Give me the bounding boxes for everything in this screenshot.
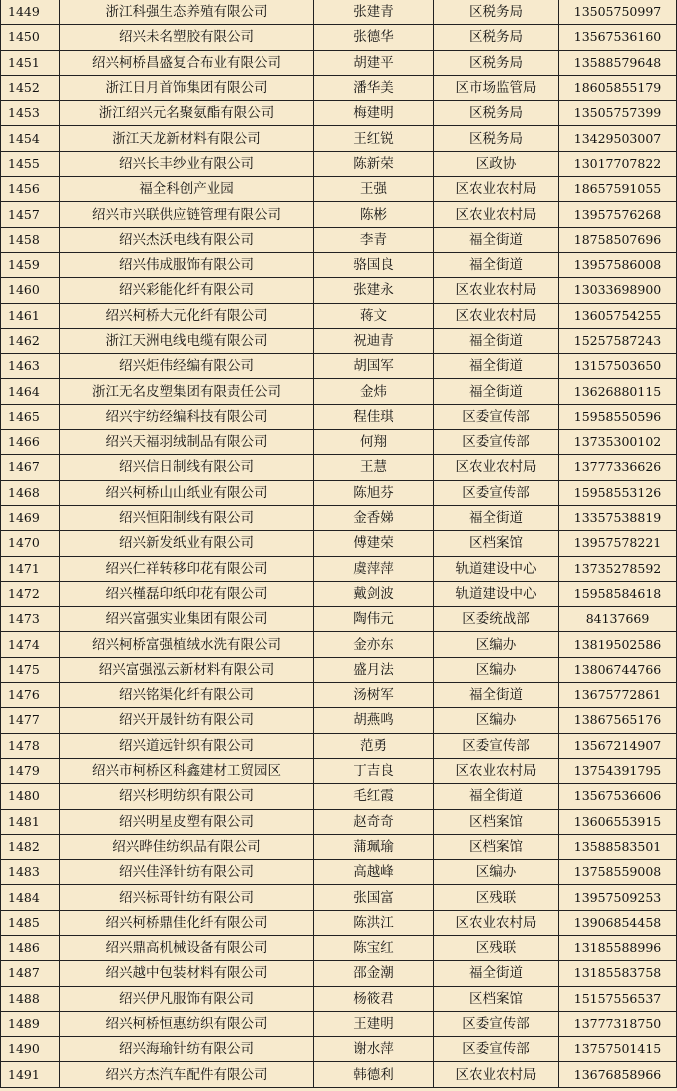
row-number-cell: 1480 (1, 784, 60, 809)
table-row (1, 531, 677, 556)
department-cell: 区农业农村局 (434, 303, 559, 328)
table-row (1, 354, 677, 379)
company-name-cell: 绍兴柯桥山山纸业有限公司 (60, 480, 314, 505)
department-cell: 区农业农村局 (434, 202, 559, 227)
department-cell: 区委宣传部 (434, 430, 559, 455)
contact-person-cell: 陈宝红 (314, 935, 434, 960)
department-cell: 福全街道 (434, 683, 559, 708)
contact-person-cell: 张建青 (314, 0, 434, 25)
department-cell: 福全街道 (434, 328, 559, 353)
company-name-cell: 绍兴富强实业集团有限公司 (60, 607, 314, 632)
department-cell: 区档案馆 (434, 834, 559, 859)
department-cell: 区市场监管局 (434, 75, 559, 100)
row-number-cell: 1465 (1, 404, 60, 429)
company-name-cell: 绍兴铭渠化纤有限公司 (60, 683, 314, 708)
phone-number-cell: 18605855179 (559, 75, 677, 100)
table-row (1, 556, 677, 581)
row-number-cell: 1460 (1, 278, 60, 303)
table-row (1, 227, 677, 252)
row-number-cell: 1459 (1, 252, 60, 277)
contact-person-cell: 陶伟元 (314, 607, 434, 632)
department-cell: 区政协 (434, 151, 559, 176)
phone-number-cell: 15257587243 (559, 328, 677, 353)
department-cell: 区编办 (434, 632, 559, 657)
company-name-cell: 绍兴方杰汽车配件有限公司 (60, 1062, 314, 1087)
company-name-cell: 绍兴伊凡服饰有限公司 (60, 986, 314, 1011)
row-number-cell: 1451 (1, 50, 60, 75)
contact-person-cell: 蒋文 (314, 303, 434, 328)
department-cell: 区委宣传部 (434, 404, 559, 429)
company-name-cell: 绍兴柯桥富强植绒水洗有限公司 (60, 632, 314, 657)
company-name-cell: 绍兴柯桥大元化纤有限公司 (60, 303, 314, 328)
phone-number-cell: 15157556537 (559, 986, 677, 1011)
department-cell: 区农业农村局 (434, 278, 559, 303)
company-name-cell: 绍兴未名塑胶有限公司 (60, 25, 314, 50)
row-number-cell: 1477 (1, 708, 60, 733)
row-number-cell: 1491 (1, 1062, 60, 1087)
phone-number-cell: 15958584618 (559, 581, 677, 606)
phone-number-cell: 13806744766 (559, 657, 677, 682)
row-number-cell: 1471 (1, 556, 60, 581)
department-cell: 福全街道 (434, 252, 559, 277)
department-cell: 区税务局 (434, 126, 559, 151)
phone-number-cell: 13588583501 (559, 834, 677, 859)
phone-number-cell: 13819502586 (559, 632, 677, 657)
company-name-cell: 绍兴市兴联供应链管理有限公司 (60, 202, 314, 227)
contact-person-cell: 傅建荣 (314, 531, 434, 556)
department-cell: 区委宣传部 (434, 1037, 559, 1062)
table-row (1, 581, 677, 606)
company-name-cell: 绍兴杰沃电线有限公司 (60, 227, 314, 252)
company-name-cell: 绍兴晔佳纺织品有限公司 (60, 834, 314, 859)
contact-person-cell: 汤树军 (314, 683, 434, 708)
table-row (1, 25, 677, 50)
table-row (1, 910, 677, 935)
table-body (1, 0, 677, 1087)
contact-person-cell: 李青 (314, 227, 434, 252)
company-name-cell: 绍兴开晟针纺有限公司 (60, 708, 314, 733)
phone-number-cell: 13505757399 (559, 101, 677, 126)
row-number-cell: 1457 (1, 202, 60, 227)
phone-number-cell: 13777318750 (559, 1011, 677, 1036)
company-name-cell: 浙江日月首饰集团有限公司 (60, 75, 314, 100)
phone-number-cell: 13906854458 (559, 910, 677, 935)
table-row (1, 455, 677, 480)
company-name-cell: 绍兴炬伟经编有限公司 (60, 354, 314, 379)
phone-number-cell: 13567536160 (559, 25, 677, 50)
company-name-cell: 浙江天洲电线电缆有限公司 (60, 328, 314, 353)
phone-number-cell: 13429503007 (559, 126, 677, 151)
contact-person-cell: 金香娣 (314, 505, 434, 530)
table-row (1, 75, 677, 100)
contact-person-cell: 盛月法 (314, 657, 434, 682)
company-name-cell: 绍兴恒阳制线有限公司 (60, 505, 314, 530)
department-cell: 区税务局 (434, 50, 559, 75)
phone-number-cell: 13157503650 (559, 354, 677, 379)
department-cell: 轨道建设中心 (434, 556, 559, 581)
phone-number-cell: 18758507696 (559, 227, 677, 252)
contact-person-cell: 范勇 (314, 733, 434, 758)
phone-number-cell: 13567536606 (559, 784, 677, 809)
phone-number-cell: 13735300102 (559, 430, 677, 455)
row-number-cell: 1485 (1, 910, 60, 935)
contact-person-cell: 谢水萍 (314, 1037, 434, 1062)
row-number-cell: 1450 (1, 25, 60, 50)
company-name-cell: 绍兴道远针织有限公司 (60, 733, 314, 758)
row-number-cell: 1456 (1, 177, 60, 202)
department-cell: 区农业农村局 (434, 177, 559, 202)
row-number-cell: 1470 (1, 531, 60, 556)
table-row (1, 1037, 677, 1062)
table-row (1, 177, 677, 202)
table-row (1, 505, 677, 530)
table-row (1, 885, 677, 910)
department-cell: 区编办 (434, 708, 559, 733)
company-name-cell: 绍兴市柯桥区科鑫建材工贸园区 (60, 758, 314, 783)
contact-person-cell: 王红锐 (314, 126, 434, 151)
phone-number-cell: 15958550596 (559, 404, 677, 429)
row-number-cell: 1453 (1, 101, 60, 126)
contact-person-cell: 陈旭芬 (314, 480, 434, 505)
phone-number-cell: 13758559008 (559, 860, 677, 885)
contact-person-cell: 丁吉良 (314, 758, 434, 783)
department-cell: 区委统战部 (434, 607, 559, 632)
department-cell: 福全街道 (434, 379, 559, 404)
table-row (1, 202, 677, 227)
table-row (1, 252, 677, 277)
company-name-cell: 绍兴宇纺经编科技有限公司 (60, 404, 314, 429)
company-name-cell: 绍兴伟成服饰有限公司 (60, 252, 314, 277)
row-number-cell: 1463 (1, 354, 60, 379)
table-row (1, 101, 677, 126)
row-number-cell: 1452 (1, 75, 60, 100)
table-row (1, 303, 677, 328)
company-name-cell: 绍兴信日制线有限公司 (60, 455, 314, 480)
contact-person-cell: 胡燕鸣 (314, 708, 434, 733)
department-cell: 区残联 (434, 885, 559, 910)
row-number-cell: 1475 (1, 657, 60, 682)
row-number-cell: 1482 (1, 834, 60, 859)
table-row (1, 657, 677, 682)
department-cell: 区残联 (434, 935, 559, 960)
department-cell: 区编办 (434, 860, 559, 885)
contact-person-cell: 金炜 (314, 379, 434, 404)
table-row (1, 1011, 677, 1036)
row-number-cell: 1455 (1, 151, 60, 176)
contact-person-cell: 毛红霞 (314, 784, 434, 809)
contact-person-cell: 金亦东 (314, 632, 434, 657)
company-name-cell: 绍兴杉明纺织有限公司 (60, 784, 314, 809)
department-cell: 福全街道 (434, 227, 559, 252)
company-name-cell: 绍兴槿磊印纸印花有限公司 (60, 581, 314, 606)
row-number-cell: 1488 (1, 986, 60, 1011)
table-row (1, 809, 677, 834)
phone-number-cell: 13606553915 (559, 809, 677, 834)
department-cell: 福全街道 (434, 354, 559, 379)
table-row (1, 784, 677, 809)
table-row (1, 430, 677, 455)
phone-number-cell: 13777336626 (559, 455, 677, 480)
table-row (1, 328, 677, 353)
contact-person-cell: 虞萍萍 (314, 556, 434, 581)
company-name-cell: 绍兴富强泓云新材料有限公司 (60, 657, 314, 682)
row-number-cell: 1468 (1, 480, 60, 505)
department-cell: 福全街道 (434, 784, 559, 809)
department-cell: 区委宣传部 (434, 733, 559, 758)
row-number-cell: 1484 (1, 885, 60, 910)
department-cell: 区税务局 (434, 0, 559, 25)
row-number-cell: 1458 (1, 227, 60, 252)
table-row (1, 1062, 677, 1087)
table-row (1, 151, 677, 176)
contact-person-cell: 祝迪青 (314, 328, 434, 353)
contact-person-cell: 陈新荣 (314, 151, 434, 176)
contact-person-cell: 邵金潮 (314, 961, 434, 986)
row-number-cell: 1489 (1, 1011, 60, 1036)
contact-person-cell: 何翔 (314, 430, 434, 455)
department-cell: 区农业农村局 (434, 1062, 559, 1087)
row-number-cell: 1476 (1, 683, 60, 708)
department-cell: 轨道建设中心 (434, 581, 559, 606)
contact-person-cell: 梅建明 (314, 101, 434, 126)
phone-number-cell: 13675772861 (559, 683, 677, 708)
contact-person-cell: 陈洪江 (314, 910, 434, 935)
contact-person-cell: 陈彬 (314, 202, 434, 227)
contact-person-cell: 胡建平 (314, 50, 434, 75)
row-number-cell: 1486 (1, 935, 60, 960)
phone-number-cell: 13957586008 (559, 252, 677, 277)
phone-number-cell: 13605754255 (559, 303, 677, 328)
department-cell: 区编办 (434, 657, 559, 682)
company-name-cell: 绍兴明星皮塑有限公司 (60, 809, 314, 834)
contact-person-cell: 韩德利 (314, 1062, 434, 1087)
contact-person-cell: 杨筱君 (314, 986, 434, 1011)
row-number-cell: 1469 (1, 505, 60, 530)
department-cell: 区委宣传部 (434, 1011, 559, 1036)
contact-person-cell: 程佳琪 (314, 404, 434, 429)
company-name-cell: 绍兴仁祥转移印花有限公司 (60, 556, 314, 581)
phone-number-cell: 13735278592 (559, 556, 677, 581)
company-name-cell: 浙江科强生态养殖有限公司 (60, 0, 314, 25)
company-name-cell: 绍兴长丰纱业有限公司 (60, 151, 314, 176)
contact-person-cell: 潘华美 (314, 75, 434, 100)
phone-number-cell: 13033698900 (559, 278, 677, 303)
row-number-cell: 1467 (1, 455, 60, 480)
row-number-cell: 1483 (1, 860, 60, 885)
contact-person-cell: 张建永 (314, 278, 434, 303)
company-name-cell: 绍兴标哥针纺有限公司 (60, 885, 314, 910)
company-name-cell: 绍兴柯桥昌盛复合布业有限公司 (60, 50, 314, 75)
company-name-cell: 绍兴新发纸业有限公司 (60, 531, 314, 556)
row-number-cell: 1464 (1, 379, 60, 404)
table-row (1, 860, 677, 885)
row-number-cell: 1466 (1, 430, 60, 455)
row-number-cell: 1462 (1, 328, 60, 353)
table-row (1, 632, 677, 657)
phone-number-cell: 13957509253 (559, 885, 677, 910)
table-row (1, 935, 677, 960)
table-row (1, 404, 677, 429)
row-number-cell: 1472 (1, 581, 60, 606)
company-name-cell: 绍兴彩能化纤有限公司 (60, 278, 314, 303)
table-row (1, 607, 677, 632)
table-row (1, 0, 677, 25)
contact-person-cell: 骆国良 (314, 252, 434, 277)
table-row (1, 379, 677, 404)
row-number-cell: 1481 (1, 809, 60, 834)
phone-number-cell: 18657591055 (559, 177, 677, 202)
company-name-cell: 绍兴佳泽针纺有限公司 (60, 860, 314, 885)
department-cell: 区档案馆 (434, 986, 559, 1011)
table-row (1, 683, 677, 708)
phone-number-cell: 13957576268 (559, 202, 677, 227)
phone-number-cell: 13957578221 (559, 531, 677, 556)
table-row (1, 480, 677, 505)
phone-number-cell: 13588579648 (559, 50, 677, 75)
company-name-cell: 绍兴柯桥鼎佳化纤有限公司 (60, 910, 314, 935)
row-number-cell: 1478 (1, 733, 60, 758)
department-cell: 区档案馆 (434, 809, 559, 834)
company-name-cell: 绍兴海瑜针纺有限公司 (60, 1037, 314, 1062)
company-name-cell: 浙江天龙新材料有限公司 (60, 126, 314, 151)
phone-number-cell: 84137669 (559, 607, 677, 632)
department-cell: 区档案馆 (434, 531, 559, 556)
phone-number-cell: 13185583758 (559, 961, 677, 986)
table-row (1, 126, 677, 151)
row-number-cell: 1487 (1, 961, 60, 986)
company-name-cell: 绍兴柯桥恒惠纺织有限公司 (60, 1011, 314, 1036)
company-name-cell: 福全科创产业园 (60, 177, 314, 202)
company-name-cell: 绍兴鼎高机械设备有限公司 (60, 935, 314, 960)
table-row (1, 834, 677, 859)
contact-person-cell: 张德华 (314, 25, 434, 50)
row-number-cell: 1473 (1, 607, 60, 632)
contact-person-cell: 王建明 (314, 1011, 434, 1036)
table-row (1, 50, 677, 75)
contact-person-cell: 蒲珮瑜 (314, 834, 434, 859)
row-number-cell: 1490 (1, 1037, 60, 1062)
table-row (1, 278, 677, 303)
department-cell: 福全街道 (434, 505, 559, 530)
phone-number-cell: 13185588996 (559, 935, 677, 960)
table-row (1, 961, 677, 986)
contact-person-cell: 胡国军 (314, 354, 434, 379)
company-name-cell: 绍兴越中包装材料有限公司 (60, 961, 314, 986)
row-number-cell: 1454 (1, 126, 60, 151)
table-row (1, 758, 677, 783)
department-cell: 区税务局 (434, 101, 559, 126)
contact-person-cell: 赵奇奇 (314, 809, 434, 834)
phone-number-cell: 13357538819 (559, 505, 677, 530)
company-name-cell: 绍兴天福羽绒制品有限公司 (60, 430, 314, 455)
table-row (1, 986, 677, 1011)
contact-person-cell: 王慧 (314, 455, 434, 480)
phone-number-cell: 13867565176 (559, 708, 677, 733)
department-cell: 区税务局 (434, 25, 559, 50)
department-cell: 区委宣传部 (434, 480, 559, 505)
department-cell: 区农业农村局 (434, 758, 559, 783)
row-number-cell: 1461 (1, 303, 60, 328)
table-row (1, 708, 677, 733)
phone-number-cell: 13505750997 (559, 0, 677, 25)
phone-number-cell: 13757501415 (559, 1037, 677, 1062)
department-cell: 福全街道 (434, 961, 559, 986)
phone-number-cell: 13626880115 (559, 379, 677, 404)
company-name-cell: 浙江无名皮塑集团有限责任公司 (60, 379, 314, 404)
company-name-cell: 浙江绍兴元名聚氨酯有限公司 (60, 101, 314, 126)
row-number-cell: 1479 (1, 758, 60, 783)
contact-person-cell: 张国富 (314, 885, 434, 910)
row-number-cell: 1474 (1, 632, 60, 657)
table-row (1, 733, 677, 758)
phone-number-cell: 13017707822 (559, 151, 677, 176)
phone-number-cell: 13567214907 (559, 733, 677, 758)
department-cell: 区农业农村局 (434, 455, 559, 480)
contact-person-cell: 王强 (314, 177, 434, 202)
phone-number-cell: 15958553126 (559, 480, 677, 505)
row-number-cell: 1449 (1, 0, 60, 25)
department-cell: 区农业农村局 (434, 910, 559, 935)
contact-person-cell: 高越峰 (314, 860, 434, 885)
phone-number-cell: 13676858966 (559, 1062, 677, 1087)
contact-person-cell: 戴剑波 (314, 581, 434, 606)
phone-number-cell: 13754391795 (559, 758, 677, 783)
